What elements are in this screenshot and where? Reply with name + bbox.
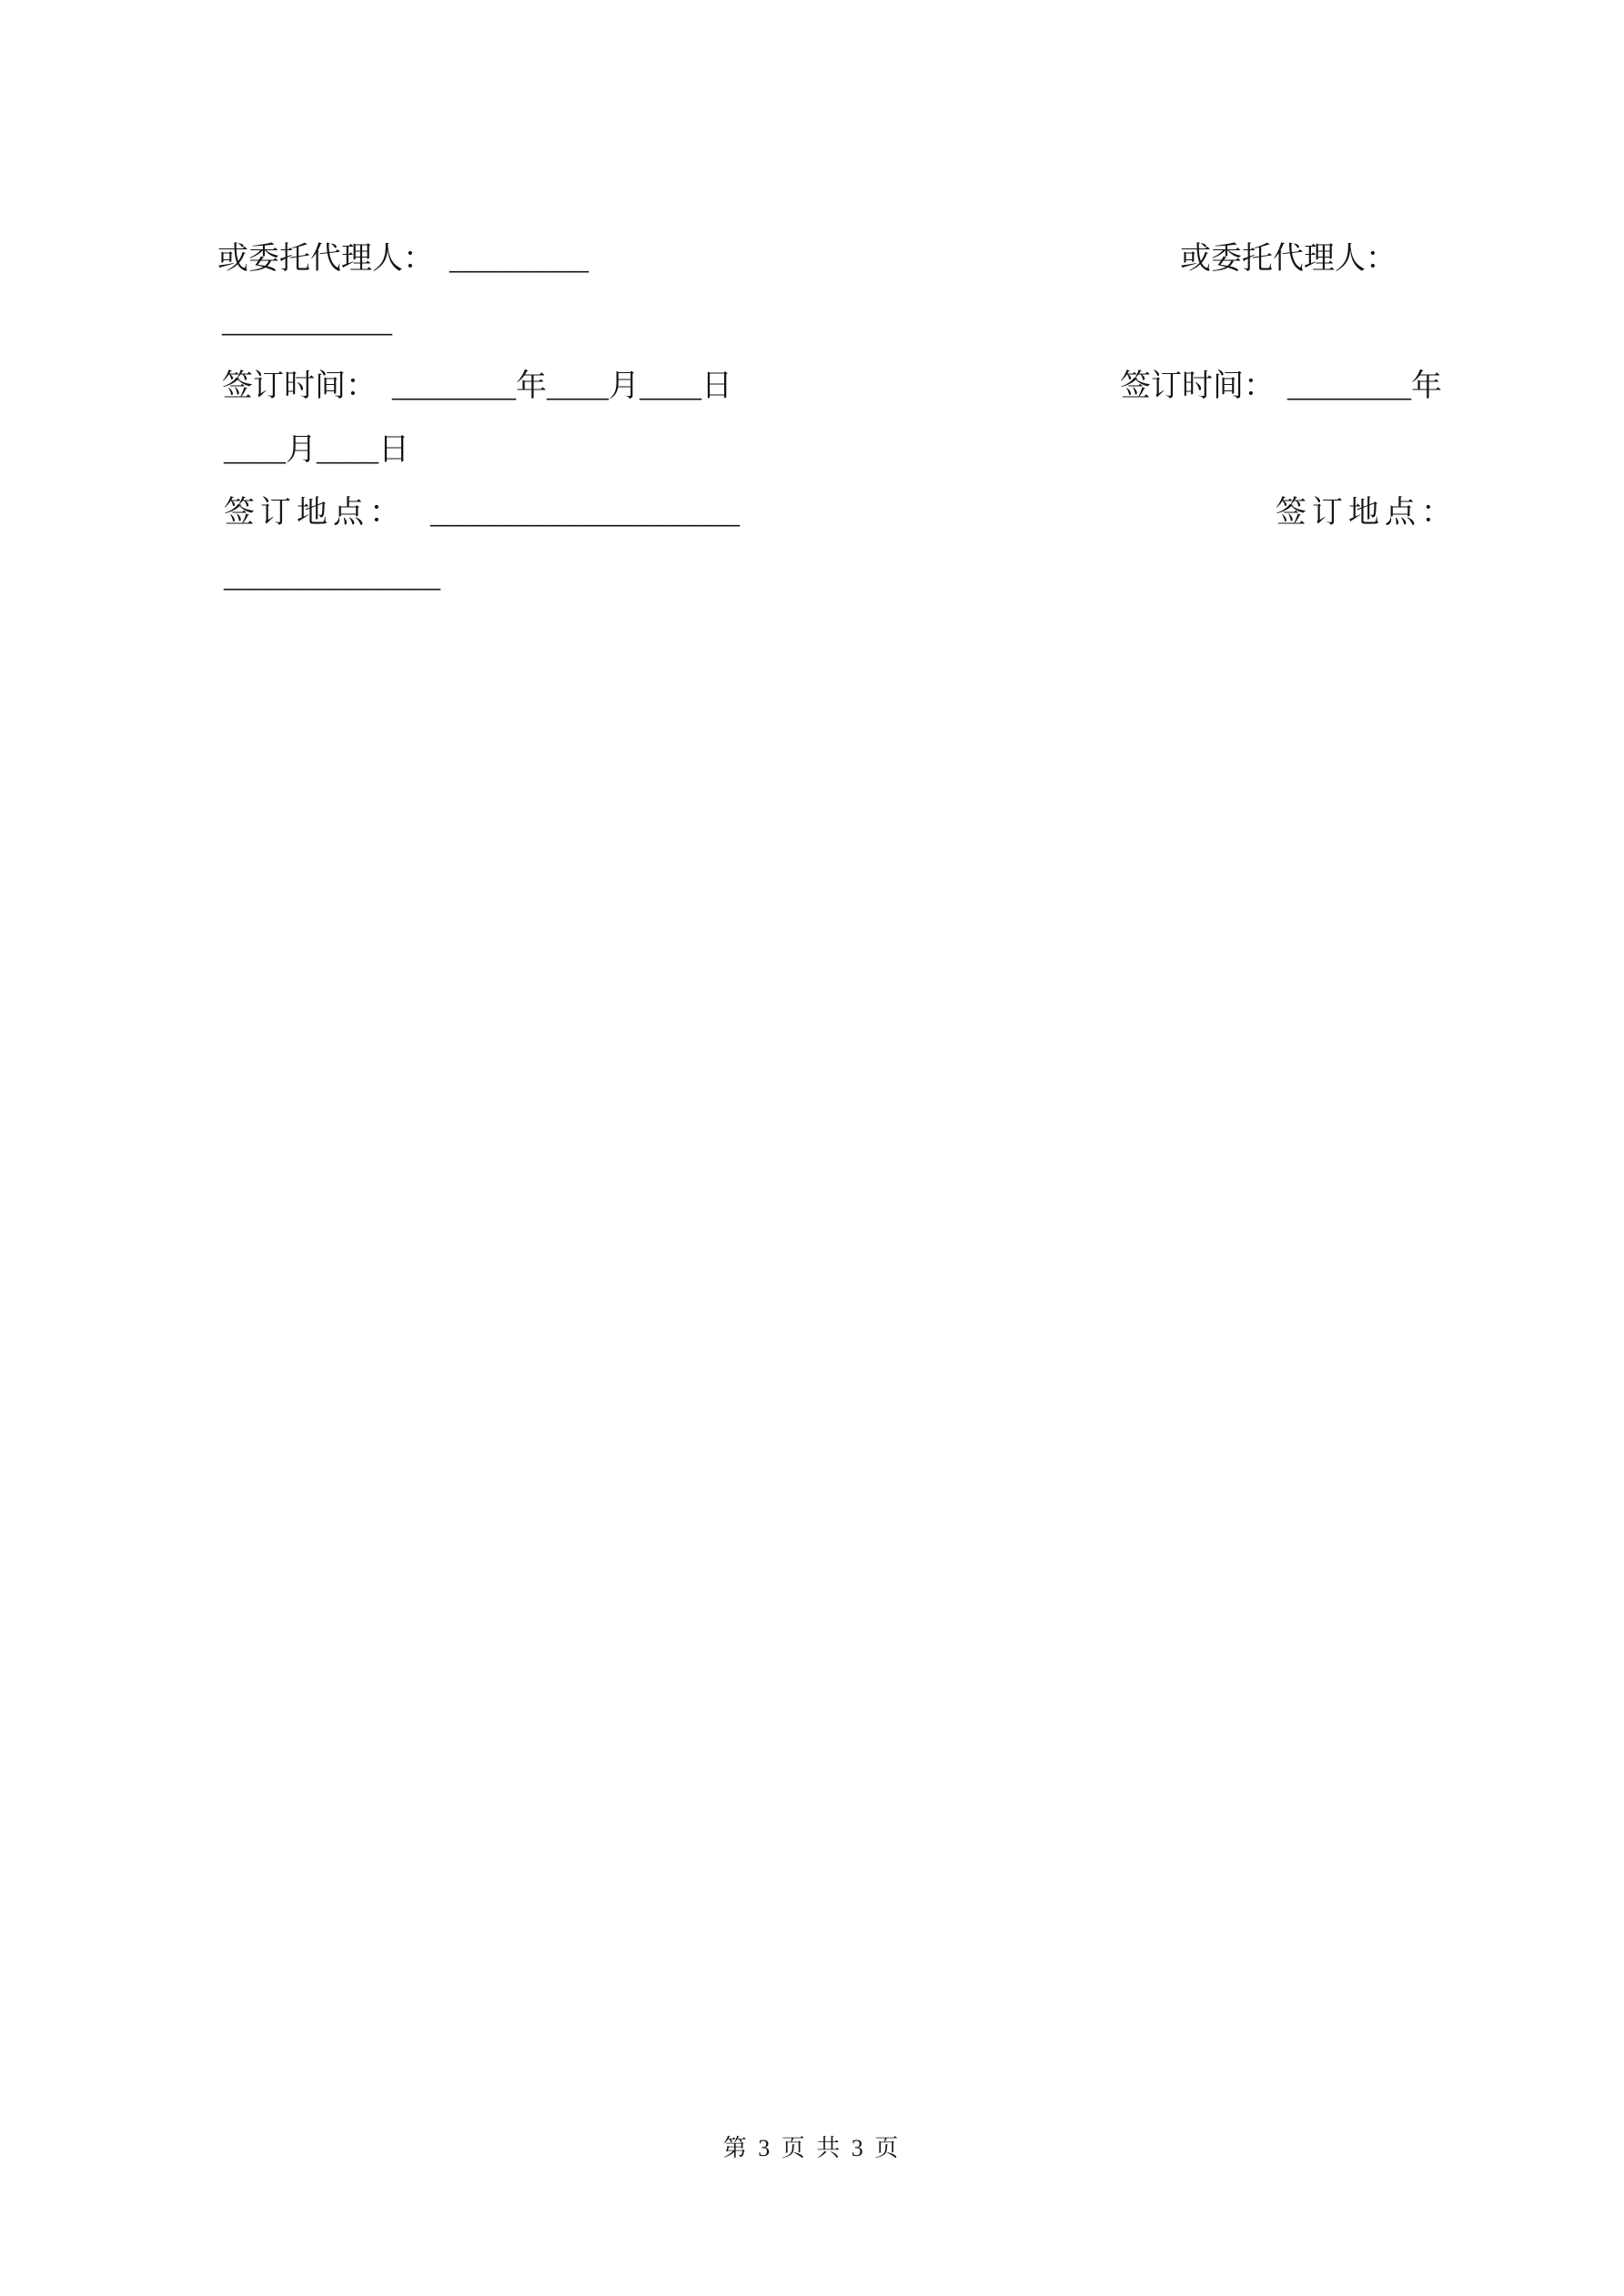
right-agent-line bbox=[1149, 210, 1397, 308]
page-number-indicator: 第 3 页 共 3 页 bbox=[722, 2135, 902, 2161]
left-agent-label: 或委托代理人： bbox=[217, 242, 434, 276]
left-sign-place-blank-continued: ______________ bbox=[224, 560, 440, 593]
left-sign-place-blank-wrap-line bbox=[193, 528, 440, 626]
left-sign-time-value-continued: ____月____日 bbox=[224, 433, 409, 467]
left-sign-place-label: 签订地点： bbox=[224, 496, 406, 530]
right-sign-time-line bbox=[1089, 338, 1442, 436]
right-sign-time-label: 签订时间： bbox=[1120, 369, 1275, 403]
left-agent-blank: _________ bbox=[449, 242, 589, 276]
left-sign-place-blank: ____________________ bbox=[430, 496, 740, 530]
right-sign-time-value: ________年 bbox=[1287, 369, 1442, 403]
left-sign-time-label: 签订时间： bbox=[222, 369, 377, 403]
right-sign-place-line bbox=[1245, 464, 1458, 562]
left-agent-blank-continued: ___________ bbox=[222, 305, 392, 339]
right-sign-place-label: 签订地点： bbox=[1276, 496, 1458, 530]
right-agent-label: 或委托代理人： bbox=[1180, 242, 1397, 276]
left-sign-time-value: ________年____月____日 bbox=[392, 369, 732, 403]
